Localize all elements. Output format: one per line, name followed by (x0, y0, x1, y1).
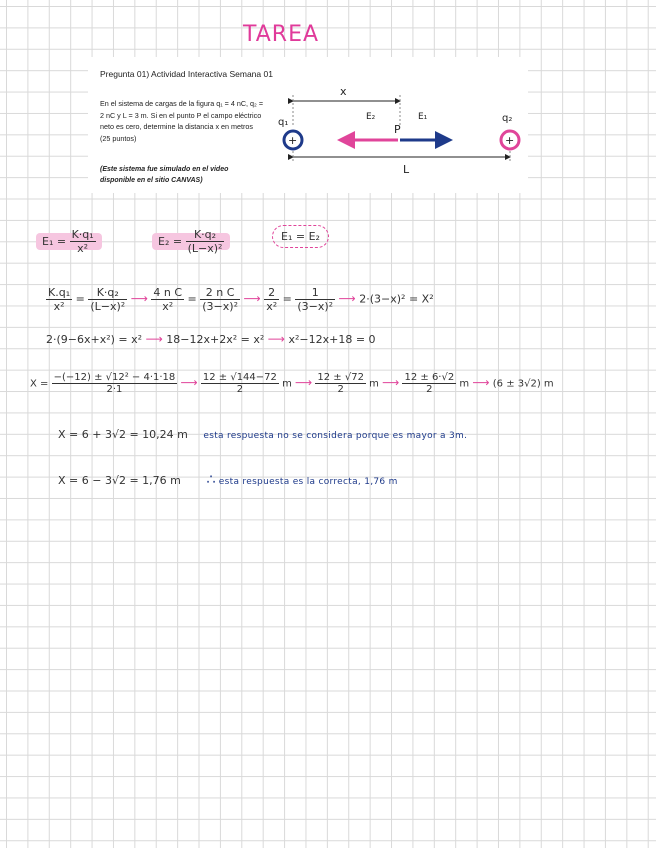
answer-correct: X = 6 − 3√2 = 1,76 m ∴ esta respuesta es la correcta, 1,76 m (58, 472, 398, 488)
question-note: (Este sistema fue simulado en el video disponible en el sitio CANVAS) (100, 166, 229, 184)
charge-diagram (278, 57, 528, 193)
q1-label: q₁ (278, 117, 289, 128)
svg-text:+: + (505, 134, 515, 147)
e1-formula: E₁ = $\frac{\text{K·q₁}}{\text{x²}}$ (36, 228, 102, 255)
answer-discarded: X = 6 + 3√2 = 10,24 m esta respuesta no se considera porque es mayor a 3m. (58, 428, 468, 441)
equation-step-2: 2·(9−6x+x²) = x² ⟶ 18−12x+2x² = x² ⟶ x²−12x+18 = 0 (46, 332, 376, 346)
equation-step-1: $\frac{\text{K.q₁}}{\text{x²}}$ = $\frac{\text{K·q₂}}{\text{(L−x)²}}$ ⟶ $\frac{\text{4 n C}}{\text{x²}}$ = $\frac{\text{2 n C}}{\text{(3−x)²}}$ ⟶ $\frac{2}{\text{x²}}$ = $\frac{1}{\text{(3−x)²}}$ ⟶ 2·(3−x)² = X² (48, 286, 434, 313)
e2-formula: E₂ = $\frac{\text{K·q₂}}{\text{(L−x)²}}$ (152, 228, 230, 255)
L-label: L (403, 163, 410, 176)
question-heading: Pregunta 01) Actividad Interactiva Semana 01 (100, 69, 273, 79)
quadratic-solution: X = $\frac{\text{−(−12) ± √12² − 4·1·18}}{2\cdot 1}$ ⟶ $\frac{12 \pm √144-72}{2}$ m ⟶ $\frac{12 \pm √72}{2}$ m ⟶ $\frac{12 \pm 6\cdot√2}{2}$ m ⟶ (6 ± 3√2) m (30, 372, 554, 395)
e1-label: E₁ (418, 112, 428, 122)
question-body: En el sistema de cargas de la figura q₁ = 4 nC, q₂ = 2 nC y L = 3 m. Si en el punto P el campo eléctrico neto es cero, determine la distancia x en metros (25 puntos) (100, 99, 264, 143)
page-title: TAREA (243, 22, 320, 47)
field-balance: E₁ = E₂ (272, 230, 329, 243)
x-label: x (340, 85, 347, 98)
p-label: P (394, 123, 401, 136)
q2-label: q₂ (502, 113, 513, 124)
therefore-icon: ∴ (206, 472, 216, 488)
svg-text:+: + (288, 134, 298, 147)
question-card (88, 57, 528, 193)
e2-label: E₂ (366, 112, 376, 122)
